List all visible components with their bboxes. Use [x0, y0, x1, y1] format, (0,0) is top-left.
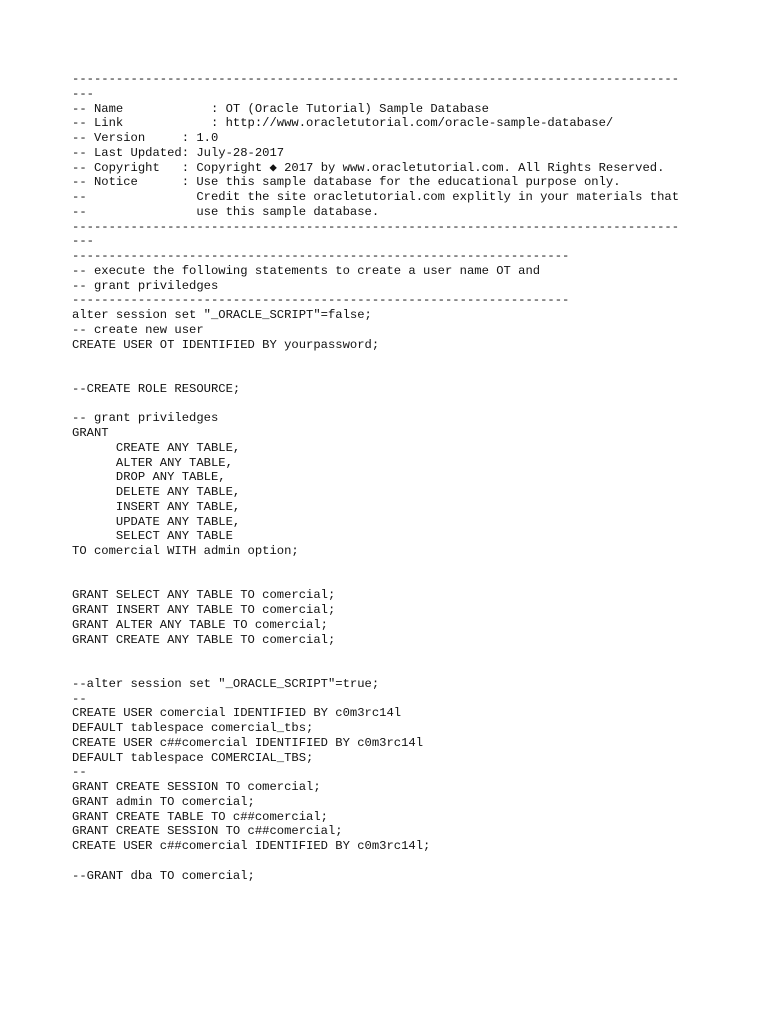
- code-line: GRANT CREATE SESSION TO c##comercial;: [72, 824, 343, 839]
- code-line: -- Notice : Use this sample database for the educational purpose only.: [72, 175, 621, 190]
- code-line: [72, 559, 712, 574]
- code-line: -----------------------------------------------------------------------------------: [72, 72, 680, 86]
- code-line: --GRANT dba TO comercial;: [72, 868, 255, 883]
- code-line: [72, 352, 712, 367]
- code-line: TO comercial WITH admin option;: [72, 544, 299, 558]
- code-line: ---: [72, 234, 94, 249]
- code-line: -- Copyright : Copyright ◆ 2017 by www.oracletutorial.com. All Rights Reserved.: [72, 160, 665, 175]
- code-line: [72, 367, 712, 382]
- code-line: --CREATE ROLE RESOURCE;: [72, 381, 241, 396]
- code-line: CREATE USER comercial IDENTIFIED BY c0m3rc14l: [72, 706, 402, 721]
- code-line: CREATE USER c##comercial IDENTIFIED BY c0m3rc14l;: [72, 839, 431, 853]
- code-line: DELETE ANY TABLE,: [72, 485, 241, 499]
- code-line: -- Version : 1.0: [72, 131, 219, 145]
- code-line: GRANT: [72, 426, 109, 440]
- code-line: -- Link : http://www.oracletutorial.com/oracle-sample-database/: [72, 116, 614, 131]
- code-line: [72, 647, 712, 662]
- code-line: --: [72, 691, 87, 706]
- code-line: -- execute the following statements to create a user name OT and: [72, 263, 541, 278]
- sql-script-text: [72, 72, 712, 883]
- code-line: DEFAULT tablespace comercial_tbs;: [72, 721, 314, 735]
- code-line: ALTER ANY TABLE,: [72, 455, 233, 470]
- code-line: INSERT ANY TABLE,: [72, 499, 241, 514]
- code-line: GRANT admin TO comercial;: [72, 794, 255, 809]
- code-line: --------------------------------------------------------------------: [72, 249, 570, 263]
- code-line: -- grant priviledges: [72, 411, 219, 426]
- code-line: GRANT ALTER ANY TABLE TO comercial;: [72, 617, 328, 632]
- code-line: -- Last Updated: July-28-2017: [72, 145, 285, 160]
- code-line: GRANT CREATE ANY TABLE TO comercial;: [72, 632, 336, 647]
- code-line: GRANT INSERT ANY TABLE TO comercial;: [72, 603, 336, 617]
- code-line: --alter session set "_ORACLE_SCRIPT"=true;: [72, 676, 380, 691]
- code-line: -- create new user: [72, 322, 204, 337]
- code-line: [72, 397, 712, 412]
- code-line: -----------------------------------------------------------------------------------: [72, 219, 680, 234]
- code-line: UPDATE ANY TABLE,: [72, 514, 241, 529]
- code-line: GRANT SELECT ANY TABLE TO comercial;: [72, 588, 336, 603]
- code-line: alter session set "_ORACLE_SCRIPT"=false;: [72, 308, 372, 322]
- code-line: [72, 662, 712, 677]
- code-line: -- Name : OT (Oracle Tutorial) Sample Database: [72, 101, 489, 116]
- code-line: -- Credit the site oracletutorial.com explitly in your materials that: [72, 190, 680, 204]
- code-line: DEFAULT tablespace COMERCIAL_TBS;: [72, 750, 314, 765]
- code-line: --: [72, 765, 87, 780]
- code-line: SELECT ANY TABLE: [72, 529, 233, 544]
- code-line: DROP ANY TABLE,: [72, 470, 226, 485]
- code-line: -- grant priviledges: [72, 278, 219, 293]
- code-line: GRANT CREATE TABLE TO c##comercial;: [72, 809, 328, 824]
- code-line: -- use this sample database.: [72, 204, 380, 219]
- code-line: CREATE USER c##comercial IDENTIFIED BY c0m3rc14l: [72, 735, 424, 750]
- code-line: [72, 574, 712, 589]
- code-line: GRANT CREATE SESSION TO comercial;: [72, 780, 321, 794]
- code-line: ---: [72, 86, 94, 101]
- code-line: --------------------------------------------------------------------: [72, 293, 570, 308]
- code-line: CREATE ANY TABLE,: [72, 440, 241, 455]
- code-line: [72, 854, 712, 869]
- code-line: CREATE USER OT IDENTIFIED BY yourpassword;: [72, 337, 380, 352]
- document-page: [72, 72, 712, 883]
